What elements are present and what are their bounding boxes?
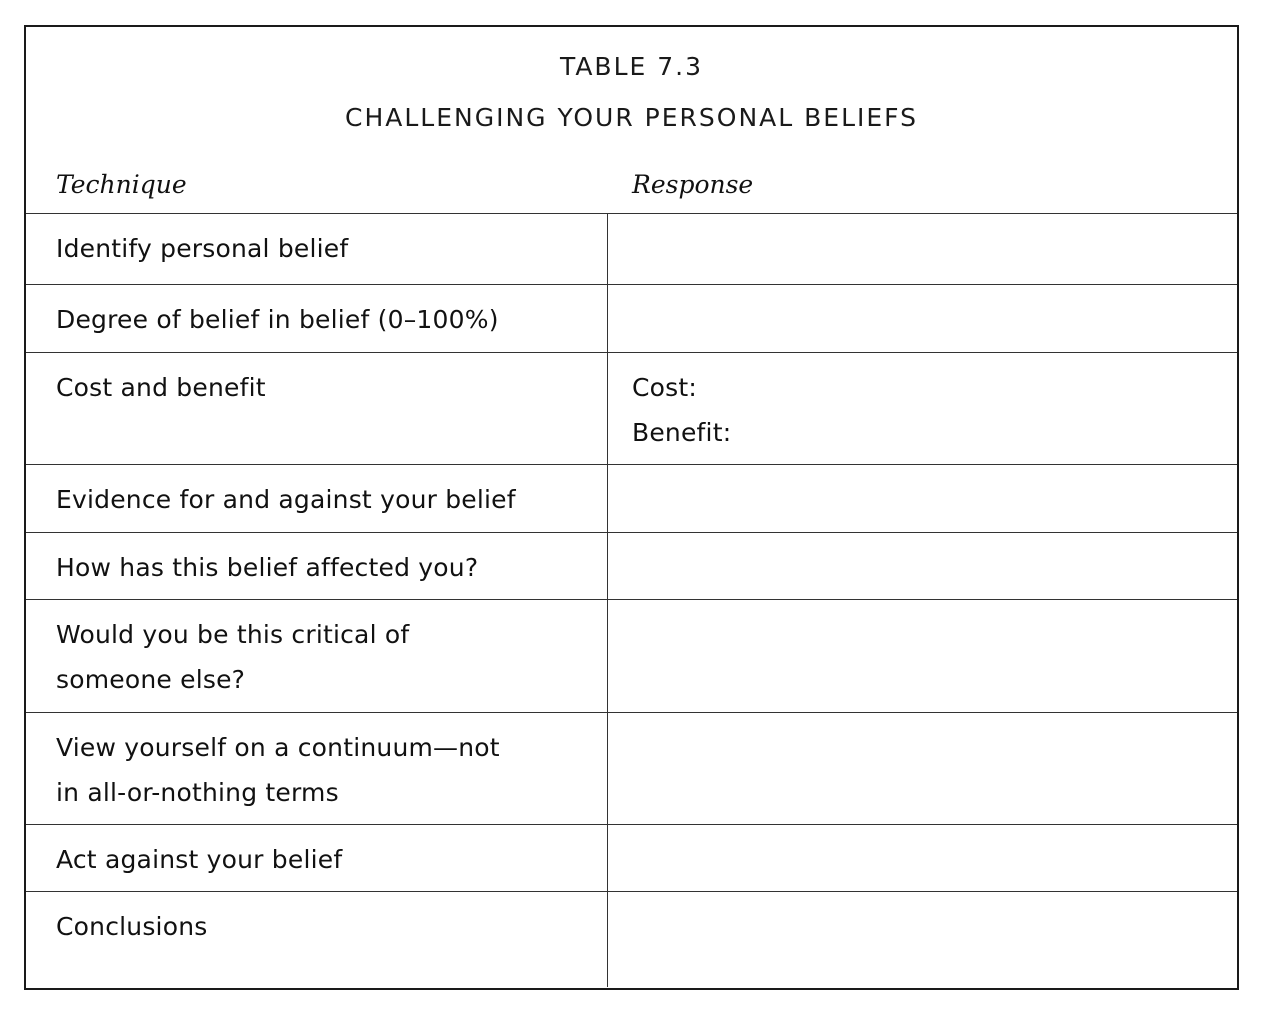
- technique-cell: [26, 825, 608, 891]
- technique-cell: [26, 533, 608, 599]
- technique-text: Would you be this critical of: [56, 620, 410, 649]
- benefit-label: Benefit:: [632, 418, 732, 447]
- table-row: [26, 213, 1237, 284]
- column-header-technique: Technique: [56, 170, 187, 199]
- technique-text: someone else?: [56, 665, 246, 694]
- technique-cell: [26, 465, 608, 532]
- technique-text: Evidence for and against your belief: [56, 485, 516, 514]
- table-row: [26, 891, 1237, 987]
- technique-text: Cost and benefit: [56, 373, 266, 402]
- technique-text: Conclusions: [56, 912, 208, 941]
- response-cell[interactable]: [608, 533, 1237, 599]
- technique-cell: [26, 600, 608, 712]
- technique-cell: [26, 214, 608, 284]
- table-row: [26, 464, 1237, 532]
- technique-cell: [26, 713, 608, 824]
- response-cell[interactable]: [608, 825, 1237, 891]
- technique-cell: [26, 353, 608, 464]
- table-row: [26, 352, 1237, 464]
- table-row: [26, 599, 1237, 712]
- table-row: [26, 532, 1237, 599]
- technique-text: How has this belief affected you?: [56, 553, 479, 582]
- technique-text: Degree of belief in belief (0–100%): [56, 305, 499, 334]
- response-cell[interactable]: [608, 285, 1237, 352]
- table-number: TABLE 7.3: [559, 52, 703, 81]
- table-row: [26, 712, 1237, 824]
- technique-cell: [26, 285, 608, 352]
- technique-text: Act against your belief: [56, 845, 343, 874]
- table-frame: [24, 25, 1239, 990]
- table-row: [26, 284, 1237, 352]
- cost-label: Cost:: [632, 373, 698, 402]
- technique-cell: [26, 892, 608, 987]
- technique-text: View yourself on a continuum—not: [56, 733, 500, 762]
- response-cell[interactable]: [608, 600, 1237, 712]
- table-title: CHALLENGING YOUR PERSONAL BELIEFS: [345, 103, 918, 132]
- column-header-response: Response: [632, 170, 754, 199]
- response-cell[interactable]: [608, 214, 1237, 284]
- table-body: [26, 213, 1237, 987]
- response-cell[interactable]: [608, 465, 1237, 532]
- response-cell[interactable]: [608, 353, 1237, 464]
- response-cell[interactable]: [608, 713, 1237, 824]
- table-row: [26, 824, 1237, 891]
- response-cell[interactable]: [608, 892, 1237, 987]
- technique-text: Identify personal belief: [56, 234, 349, 263]
- technique-text: in all-or-nothing terms: [56, 778, 339, 807]
